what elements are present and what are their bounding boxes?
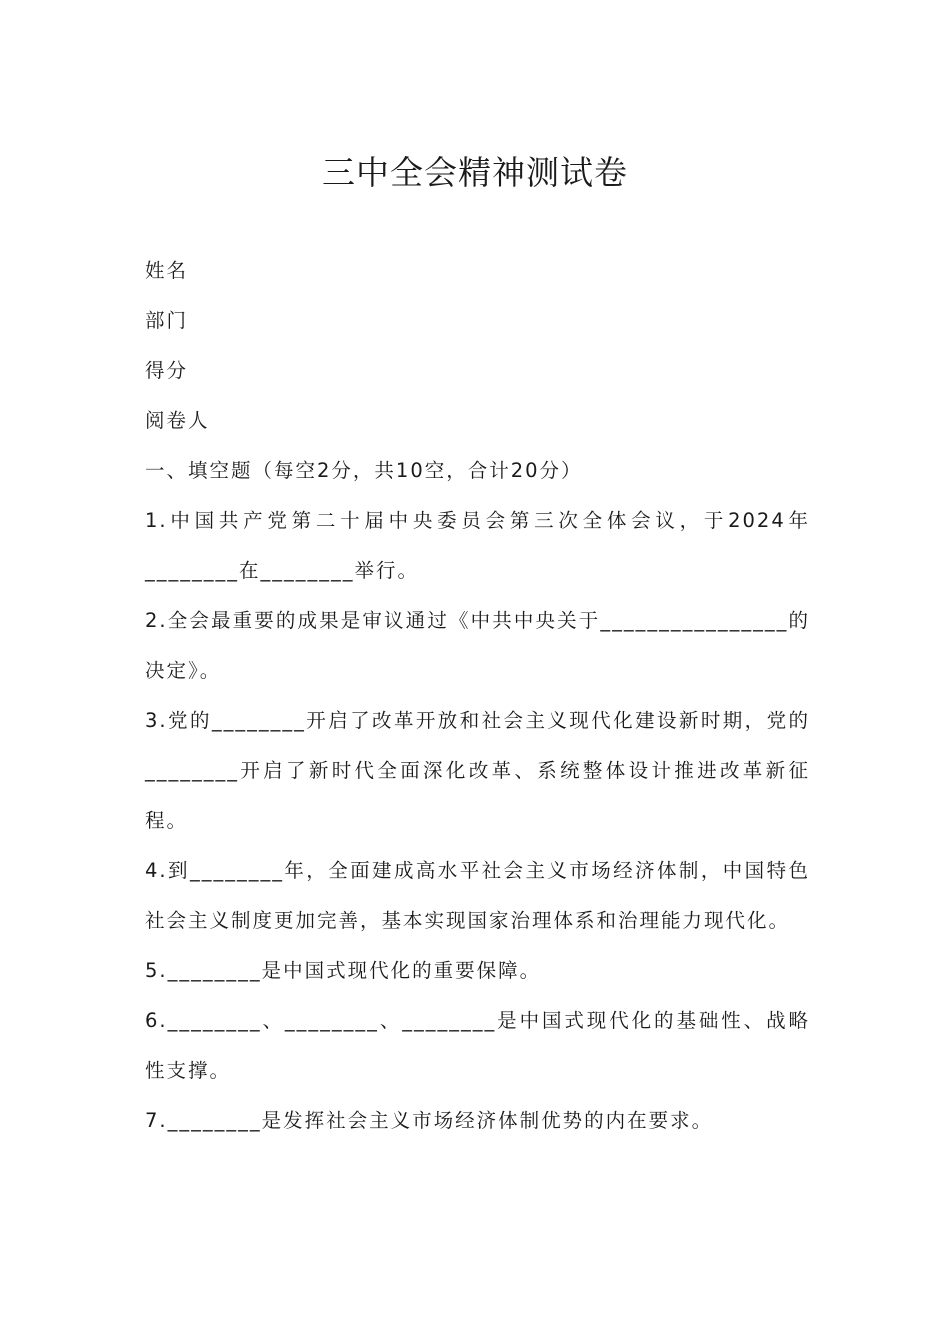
question-4: 4.到________年，全面建成高水平社会主义市场经济体制，中国特色社会主义制度更加完善，基本实现国家治理体系和治理能力现代化。 [145, 859, 810, 932]
question-7: 7.________是发挥社会主义市场经济体制优势的内在要求。 [145, 1109, 714, 1132]
question-2: 2.全会最重要的成果是审议通过《中共中央关于________________的决定》。 [145, 609, 810, 682]
page-title: 三中全会精神测试卷 [322, 153, 628, 192]
grader-field-label: 阅卷人 [145, 409, 210, 432]
exam-content [145, 246, 810, 1146]
question-1: 1.中国共产党第二十届中央委员会第三次全体会议，于2024年________在________举行。 [145, 509, 810, 582]
name-field-label: 姓名 [145, 259, 189, 282]
question-3: 3.党的________开启了改革开放和社会主义现代化建设新时期，党的________开启了新时代全面深化改革、系统整体设计推进改革新征程。 [145, 709, 810, 832]
score-field-label: 得分 [145, 359, 189, 382]
question-6: 6.________、________、________是中国式现代化的基础性、战略性支撑。 [145, 1009, 810, 1082]
department-field-label: 部门 [145, 309, 189, 332]
section-heading: 一、填空题（每空2分，共10空，合计20分） [145, 459, 583, 482]
question-5: 5.________是中国式现代化的重要保障。 [145, 959, 542, 982]
